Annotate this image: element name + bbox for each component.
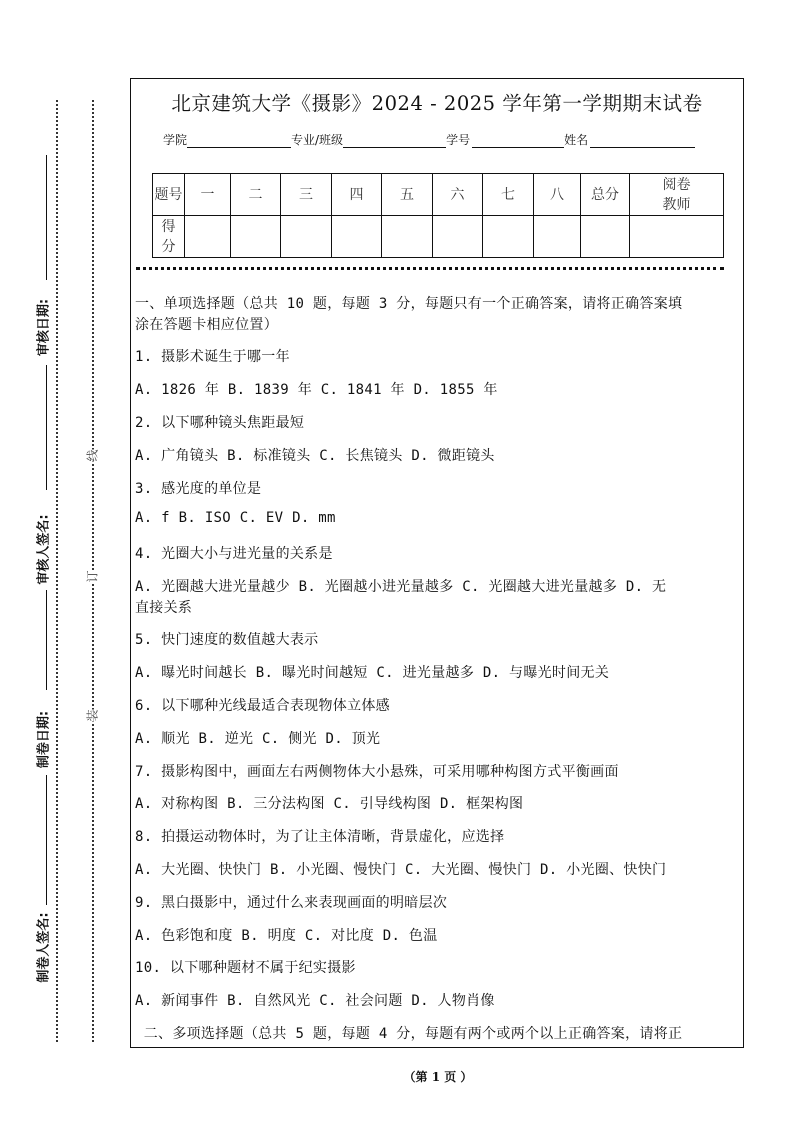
review-date-label: 审核日期: bbox=[36, 298, 52, 357]
section1-heading: 一、单项选择题（总共 10 题，每题 3 分，每题只有一个正确答案，请将正确答案填 bbox=[135, 296, 683, 312]
binding-mark-line: 线 bbox=[85, 449, 100, 462]
options-9: A. 色彩饱和度 B. 明度 C. 对比度 D. 色温 bbox=[135, 928, 438, 944]
question-number-row bbox=[153, 174, 724, 216]
section2-heading: 二、多项选择题（总共 5 题，每题 4 分，每题有两个或两个以上正确答案，请将正 bbox=[135, 1026, 683, 1042]
signature-line bbox=[46, 775, 47, 905]
score-cell[interactable] bbox=[581, 216, 630, 258]
row-label: 得分 bbox=[153, 216, 185, 258]
name-input[interactable] bbox=[590, 133, 695, 148]
question-8: 8. 拍摄运动物体时，为了让主体清晰，背景虚化，应选择 bbox=[135, 829, 505, 845]
binding-mark-staple: 订 bbox=[85, 570, 100, 583]
page-number: （第 1 页 ） bbox=[403, 1070, 473, 1084]
student-id-input[interactable] bbox=[472, 133, 564, 148]
score-cell[interactable] bbox=[483, 216, 534, 258]
question-10: 10. 以下哪种题材不属于纪实摄影 bbox=[135, 960, 356, 976]
field-label-student-id: 学号 bbox=[446, 133, 471, 147]
column-header: 七 bbox=[483, 174, 534, 216]
question-2: 2. 以下哪种镜头焦距最短 bbox=[135, 415, 305, 431]
field-label-major-class: 专业/班级 bbox=[291, 133, 344, 147]
score-cell[interactable] bbox=[231, 216, 281, 258]
question-5: 5. 快门速度的数值越大表示 bbox=[135, 632, 319, 648]
options-7: A. 对称构图 B. 三分法构图 C. 引导线构图 D. 框架构图 bbox=[135, 796, 524, 812]
score-cell[interactable] bbox=[433, 216, 483, 258]
score-cell[interactable] bbox=[630, 216, 724, 258]
column-header: 一 bbox=[185, 174, 231, 216]
college-input[interactable] bbox=[187, 133, 291, 148]
options-2: A. 广角镜头 B. 标准镜头 C. 长焦镜头 D. 微距镜头 bbox=[135, 448, 495, 464]
prepare-date-label: 制卷日期: bbox=[36, 710, 52, 769]
student-info-fields bbox=[163, 131, 695, 148]
score-cell[interactable] bbox=[332, 216, 382, 258]
score-table bbox=[152, 173, 724, 258]
preparer-signature-label: 制卷人签名: bbox=[36, 912, 52, 983]
options-1: A. 1826 年 B. 1839 年 C. 1841 年 D. 1855 年 bbox=[135, 382, 498, 398]
section1-heading-cont: 涂在答题卡相应位置） bbox=[135, 317, 278, 333]
field-label-name: 姓名 bbox=[564, 133, 589, 147]
options-4-cont: 直接关系 bbox=[135, 600, 193, 616]
reviewer-signature-label: 审核人签名: bbox=[36, 514, 52, 585]
column-header: 六 bbox=[433, 174, 483, 216]
signature-line bbox=[46, 365, 47, 490]
binding-mark-bind: 装 bbox=[85, 709, 100, 722]
question-6: 6. 以下哪种光线最适合表现物体立体感 bbox=[135, 698, 390, 714]
score-cell[interactable] bbox=[185, 216, 231, 258]
options-5: A. 曝光时间越长 B. 曝光时间越短 C. 进光量越多 D. 与曝光时间无关 bbox=[135, 665, 610, 681]
score-cell[interactable] bbox=[382, 216, 433, 258]
question-4: 4. 光圈大小与进光量的关系是 bbox=[135, 546, 333, 562]
column-header: 八 bbox=[534, 174, 581, 216]
separator-dotted-line bbox=[136, 267, 724, 270]
question-1: 1. 摄影术诞生于哪一年 bbox=[135, 349, 290, 365]
options-6: A. 顺光 B. 逆光 C. 侧光 D. 顶光 bbox=[135, 731, 381, 747]
column-header: 三 bbox=[281, 174, 332, 216]
column-header: 阅卷教师 bbox=[630, 174, 724, 216]
margin-dotted-line-outer bbox=[56, 100, 58, 1042]
question-3: 3. 感光度的单位是 bbox=[135, 481, 262, 497]
signature-line bbox=[46, 155, 47, 280]
field-label-college: 学院 bbox=[163, 133, 188, 147]
score-cell[interactable] bbox=[281, 216, 332, 258]
row-label: 题号 bbox=[153, 174, 185, 216]
score-row bbox=[153, 216, 724, 258]
signature-line bbox=[46, 590, 47, 690]
options-8: A. 大光圈、快快门 B. 小光圈、慢快门 C. 大光圈、慢快门 D. 小光圈、快快门 bbox=[135, 862, 667, 878]
options-4: A. 光圈越大进光量越少 B. 光圈越小进光量越多 C. 光圈越大进光量越多 D. 无 bbox=[135, 579, 667, 595]
column-header: 五 bbox=[382, 174, 433, 216]
score-cell[interactable] bbox=[534, 216, 581, 258]
column-header: 二 bbox=[231, 174, 281, 216]
question-7: 7. 摄影构图中，画面左右两侧物体大小悬殊，可采用哪种构图方式平衡画面 bbox=[135, 764, 619, 780]
question-9: 9. 黑白摄影中，通过什么来表现画面的明暗层次 bbox=[135, 895, 448, 911]
options-3: A. f B. ISO C. EV D. mm bbox=[135, 510, 336, 526]
column-header: 四 bbox=[332, 174, 382, 216]
major-class-input[interactable] bbox=[343, 133, 446, 148]
exam-title: 北京建筑大学《摄影》2024 - 2025 学年第一学期期末试卷 bbox=[171, 92, 703, 115]
options-10: A. 新闻事件 B. 自然风光 C. 社会问题 D. 人物肖像 bbox=[135, 993, 495, 1009]
column-header: 总分 bbox=[581, 174, 630, 216]
